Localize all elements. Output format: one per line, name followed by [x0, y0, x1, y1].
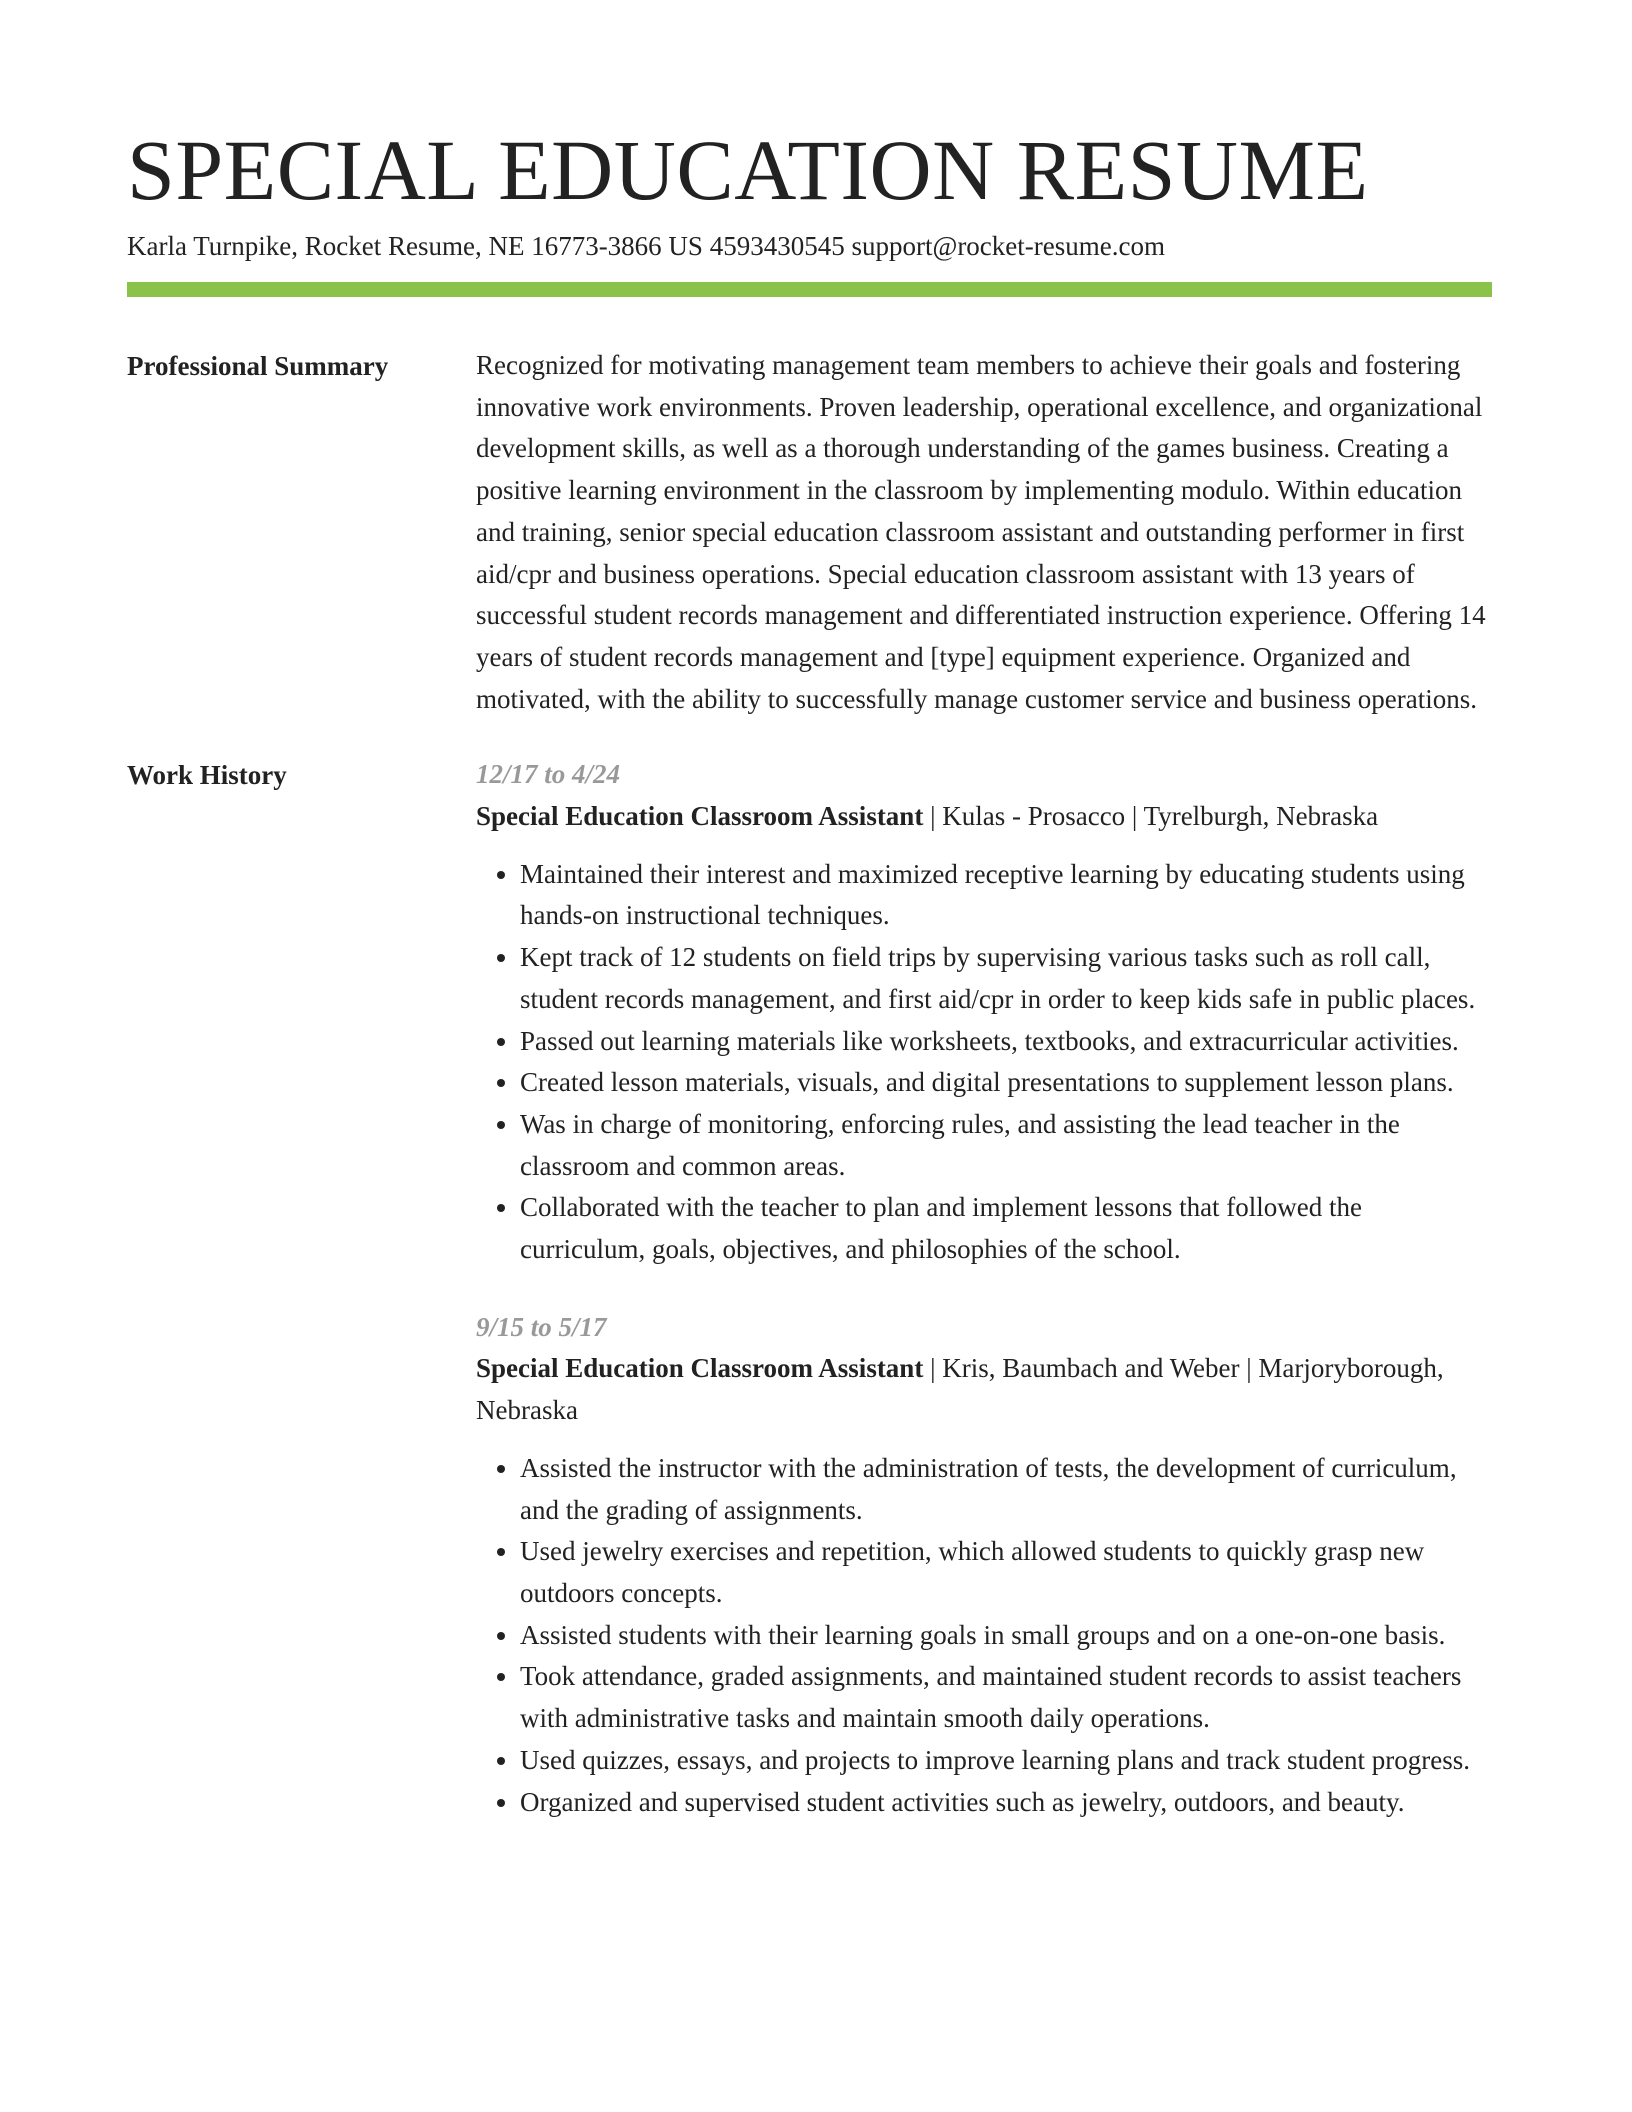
job-role: Special Education Classroom Assistant	[476, 801, 924, 832]
job-title-line	[476, 1348, 1492, 1431]
contact-line: Karla Turnpike, Rocket Resume, NE 16773-3866 US 4593430545 support@rocket-resume.com	[127, 231, 1165, 261]
section-label-summary: Professional Summary	[127, 351, 389, 381]
professional-summary-section	[127, 345, 1492, 720]
job-title-line	[476, 796, 1492, 838]
bullet-item: • Assisted the instructor with the administration of tests, the development of curriculum, and the grading of assignments.	[520, 1448, 1492, 1531]
work-history-section	[127, 754, 1492, 1859]
section-label-work-history: Work History	[127, 760, 287, 791]
bullet-item: • Created lesson materials, visuals, and digital presentations to supplement lesson plans.	[520, 1062, 1492, 1104]
bullet-item: • Passed out learning materials like worksheets, textbooks, and extracurricular activities.	[520, 1021, 1492, 1063]
job-entry	[476, 754, 1492, 1270]
bullet-item: • Maintained their interest and maximized receptive learning by educating students using hands-on instructional techniques.	[520, 854, 1492, 937]
job-entry	[476, 1307, 1492, 1823]
bullet-item: • Used jewelry exercises and repetition, which allowed students to quickly grasp new outdoors concepts.	[520, 1531, 1492, 1614]
bullet-item: • Used quizzes, essays, and projects to improve learning plans and track student progress.	[520, 1740, 1492, 1782]
job-dates: 12/17 to 4/24	[476, 759, 621, 790]
job-dates: 9/15 to 5/17	[476, 1311, 607, 1342]
resume-title: SPECIAL EDUCATION RESUME	[127, 122, 1369, 218]
summary-body	[476, 345, 1492, 720]
job-bullets	[476, 854, 1492, 1271]
job-employer-location: | Kris, Baumbach and Weber | Marjoryborough, Nebraska	[476, 1353, 1444, 1426]
job-role: Special Education Classroom Assistant	[476, 1353, 924, 1384]
bullet-item: • Was in charge of monitoring, enforcing rules, and assisting the lead teacher in the classroom and common areas.	[520, 1104, 1492, 1187]
resume-page	[127, 120, 1492, 1859]
bullet-item: • Kept track of 12 students on field trips by supervising various tasks such as roll call, student records management, and first aid/cpr in order to keep kids safe in public places.	[520, 937, 1492, 1020]
summary-text: Recognized for motivating management team members to achieve their goals and fostering innovative work environments. Proven leadership, operational excellence, and organizational development skills, as well as a thorough understanding of the games business. Creating a positive learning environment in the classroom by implementing modulo. Within education and training, senior special education classroom assistant and outstanding performer in first aid/cpr and business operations. Special education classroom assistant with 13 years of successful student records management and differentiated instruction experience. Offering 14 years of student records management and [type] equipment experience. Organized and motivated, with the ability to successfully manage customer service and business operations.	[476, 350, 1486, 714]
job-employer-location: | Kulas - Prosacco | Tyrelburgh, Nebraska	[923, 801, 1379, 832]
bullet-item: • Took attendance, graded assignments, and maintained student records to assist teachers with administrative tasks and maintain smooth daily operations.	[520, 1656, 1492, 1739]
work-history-body	[476, 754, 1492, 1859]
bullet-item: • Assisted students with their learning goals in small groups and on a one-on-one basis.	[520, 1615, 1492, 1657]
bullet-item: • Organized and supervised student activities such as jewelry, outdoors, and beauty.	[520, 1782, 1492, 1824]
accent-divider	[127, 282, 1492, 297]
bullet-item: • Collaborated with the teacher to plan and implement lessons that followed the curriculum, goals, objectives, and philosophies of the school.	[520, 1187, 1492, 1270]
job-bullets	[476, 1448, 1492, 1823]
